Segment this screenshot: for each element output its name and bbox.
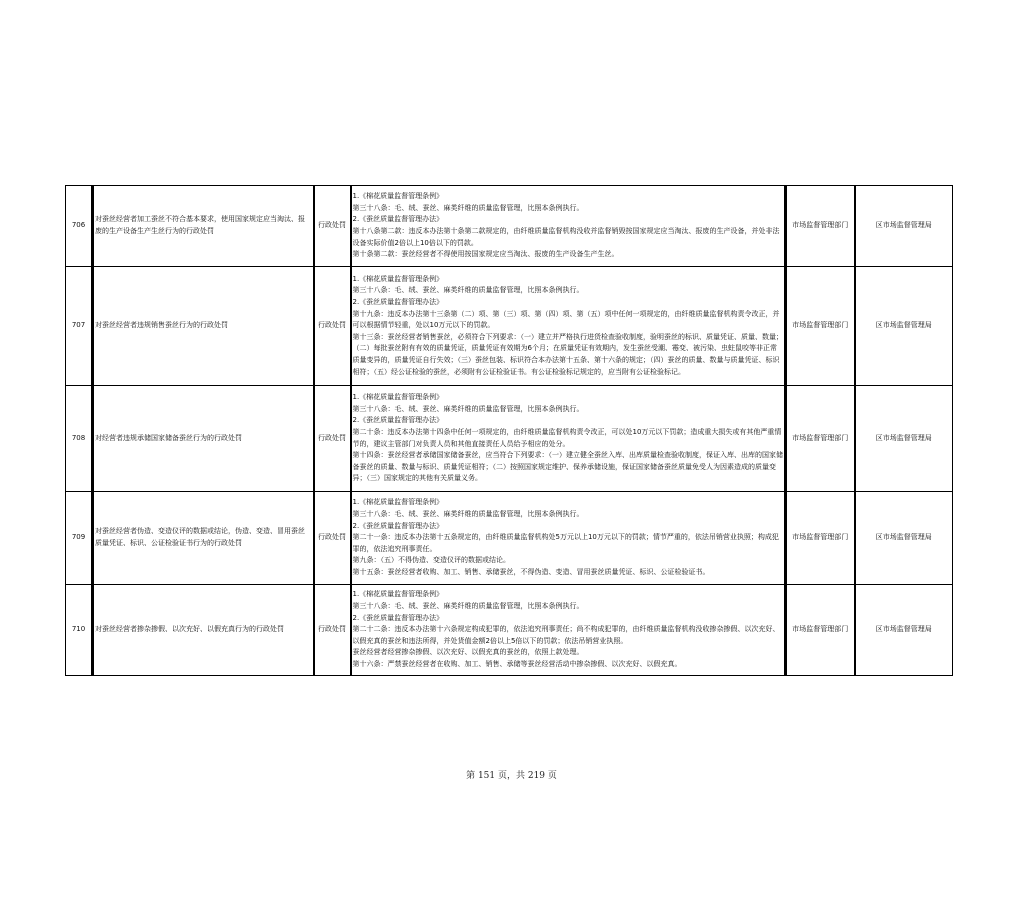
enforcement-authority-cell: 区市场监督管理局	[855, 492, 953, 585]
page-number: 第 151 页，共 219 页	[466, 771, 557, 781]
penalty-table	[65, 185, 953, 676]
legal-basis-line: 第十条第二款：蚕丝经营者不得使用按国家规定应当淘汰、报废的生产设备生产生丝。	[352, 250, 619, 259]
penalty-item-cell: 对蚕丝经营者违规销售蚕丝行为的行政处罚	[93, 267, 314, 386]
table-row	[66, 186, 953, 267]
legal-basis-line: 第十五条：蚕丝经营者收购、加工、销售、承储蚕丝，不得伪造、变造、冒用蚕丝质量凭证、标识、公证检验证书。	[352, 567, 710, 576]
responsible-department-cell: 市场监督管理部门	[786, 386, 855, 492]
penalty-item-cell: 对蚕丝经营者伪造、变造仪评的数据或结论，伪造、变造、冒用蚕丝质量凭证、标识、公证检验证书行为的行政处罚	[93, 492, 314, 585]
legal-basis-line: 第三十八条：毛、绒、蚕丝、麻类纤维的质量监督管理，比照本条例执行。	[352, 510, 584, 519]
legal-basis-line: 第二十一条：违反本办法第十五条规定的，由纤维质量监督机构处5万元以上10万元以下的罚款；情节严重的，依法吊销营业执照；构成犯罪的，依法追究刑事责任。	[352, 533, 779, 553]
penalty-type-cell: 行政处罚	[314, 585, 351, 676]
legal-basis-line: 第十四条：蚕丝经营者承储国家储备蚕丝，应当符合下列要求：（一）建立健全蚕丝入库、出库质量检查验收制度，保证入库、出库的国家储备蚕丝的质量、数量与标识、质量凭证相符；（二）按照国家规定维护、保养承储设施，保证国家储备蚕丝质量免受人为因素造成的质量变异；（三）国家规定的其他有关质量义务。	[352, 451, 783, 483]
legal-basis-cell	[351, 186, 786, 267]
legal-basis-line: 2.《蚕丝质量监督管理办法》	[352, 416, 444, 425]
responsible-department-cell: 市场监督管理部门	[786, 585, 855, 676]
penalty-item-cell: 对蚕丝经营者掺杂掺假、以次充好、以假充真行为的行政处罚	[93, 585, 314, 676]
legal-basis-cell	[351, 492, 786, 585]
legal-basis-line: 蚕丝经营者经营掺杂掺假、以次充好、以假充真的蚕丝的，依照上款处理。	[352, 648, 584, 657]
legal-basis-cell	[351, 267, 786, 386]
responsible-department-cell: 市场监督管理部门	[786, 492, 855, 585]
row-number-cell: 710	[66, 585, 93, 676]
legal-basis-line: 第十九条：违反本办法第十三条第（二）项、第（三）项、第（四）项、第（五）项中任何一项规定的，由纤维质量监督机构责令改正，并可以根据情节轻重，处以10万元以下的罚款。	[352, 309, 780, 330]
penalty-type-cell: 行政处罚	[314, 492, 351, 585]
legal-basis-cell	[351, 386, 786, 492]
legal-basis-line: 1.《棉花质量监督管理条例》	[352, 393, 444, 402]
penalty-type-cell: 行政处罚	[314, 186, 351, 267]
row-number-cell: 706	[66, 186, 93, 267]
legal-basis-line: 1.《棉花质量监督管理条例》	[352, 274, 444, 283]
legal-basis-line: 第三十八条：毛、绒、蚕丝、麻类纤维的质量监督管理，比照本条例执行。	[352, 404, 584, 413]
legal-basis-line: 第三十八条：毛、绒、蚕丝、麻类纤维的质量监督管理，比照本条例执行。	[352, 203, 584, 212]
legal-basis-line: 2.《蚕丝质量监督管理办法》	[352, 521, 444, 530]
legal-basis-line: 1.《棉花质量监督管理条例》	[352, 192, 444, 201]
penalty-table-container	[65, 185, 952, 676]
row-number-cell: 707	[66, 267, 93, 386]
enforcement-authority-cell: 区市场监督管理局	[855, 186, 953, 267]
responsible-department-cell: 市场监督管理部门	[786, 186, 855, 267]
legal-basis-line: 第十三条：蚕丝经营者销售蚕丝，必须符合下列要求：（一）建立并严格执行进货检查验收制度，验明蚕丝的标识、质量凭证、质量、数量；（二）每批蚕丝附有有效的质量凭证，质量凭证有效期为6个月；在质量凭证有效期内，发生蚕丝受潮、霉变、被污染、虫蛀鼠咬等非正常质量变异的，质量凭证自行失效；（三）蚕丝包装、标识符合本办法第十五条、第十六条的规定；（四）蚕丝的质量、数量与质量凭证、标识相符；（五）经公证检验的蚕丝，必须附有公证检验证书。有公证检验标记规定的，应当附有公证检验标记。	[352, 332, 783, 376]
legal-basis-line: 2.《蚕丝质量监督管理办法》	[352, 613, 444, 622]
table-row	[66, 267, 953, 386]
legal-basis-line: 1.《棉花质量监督管理条例》	[352, 590, 444, 599]
responsible-department-cell: 市场监督管理部门	[786, 267, 855, 386]
legal-basis-line: 第二十条：违反本办法第十四条中任何一项规定的，由纤维质量监督机构责令改正，可以处10万元以下罚款；造成重大损失或有其他严重情节的，建议主管部门对负责人员和其他直接责任人员给予相应的处分。	[352, 427, 782, 448]
penalty-type-cell: 行政处罚	[314, 386, 351, 492]
legal-basis-line: 2.《蚕丝质量监督管理办法》	[352, 298, 444, 307]
table-row	[66, 386, 953, 492]
legal-basis-line: 第三十八条：毛、绒、蚕丝、麻类纤维的质量监督管理，比照本条例执行。	[352, 602, 584, 611]
legal-basis-line: 第三十八条：毛、绒、蚕丝、麻类纤维的质量监督管理，比照本条例执行。	[352, 286, 584, 295]
legal-basis-line: 第十八条第二款：违反本办法第十条第二款规定的，由纤维质量监督机构没收并监督销毁按国家规定应当淘汰、报废的生产设备，并处非法设备实际价值2倍以上10倍以下的罚款。	[352, 227, 780, 247]
penalty-item-cell: 对经营者违规承储国家储备蚕丝行为的行政处罚	[93, 386, 314, 492]
legal-basis-cell	[351, 585, 786, 676]
legal-basis-line: 第十六条：严禁蚕丝经营者在收购、加工、销售、承储等蚕丝经营活动中掺杂掺假、以次充好、以假充真。	[352, 659, 682, 668]
legal-basis-line: 第九条：（五）不得伪造、变造仪评的数据或结论。	[352, 556, 510, 565]
row-number-cell: 708	[66, 386, 93, 492]
row-number-cell: 709	[66, 492, 93, 585]
legal-basis-line: 2.《蚕丝质量监督管理办法》	[352, 215, 444, 224]
penalty-type-cell: 行政处罚	[314, 267, 351, 386]
table-row	[66, 492, 953, 585]
table-row	[66, 585, 953, 676]
enforcement-authority-cell: 区市场监督管理局	[855, 267, 953, 386]
enforcement-authority-cell: 区市场监督管理局	[855, 386, 953, 492]
legal-basis-line: 第二十二条：违反本办法第十六条规定构成犯罪的，依法追究刑事责任；尚不构成犯罪的，由纤维质量监督机构没收掺杂掺假、以次充好、以假充真的蚕丝和违法所得，并处货值金额2倍以上5倍以下的罚款；依法吊销营业执照。	[352, 625, 780, 645]
enforcement-authority-cell: 区市场监督管理局	[855, 585, 953, 676]
legal-basis-line: 1.《棉花质量监督管理条例》	[352, 498, 444, 507]
penalty-item-cell: 对蚕丝经营者加工蚕丝不符合基本要求，使用国家规定应当淘汰、报废的生产设备生产生丝行为的行政处罚	[93, 186, 314, 267]
